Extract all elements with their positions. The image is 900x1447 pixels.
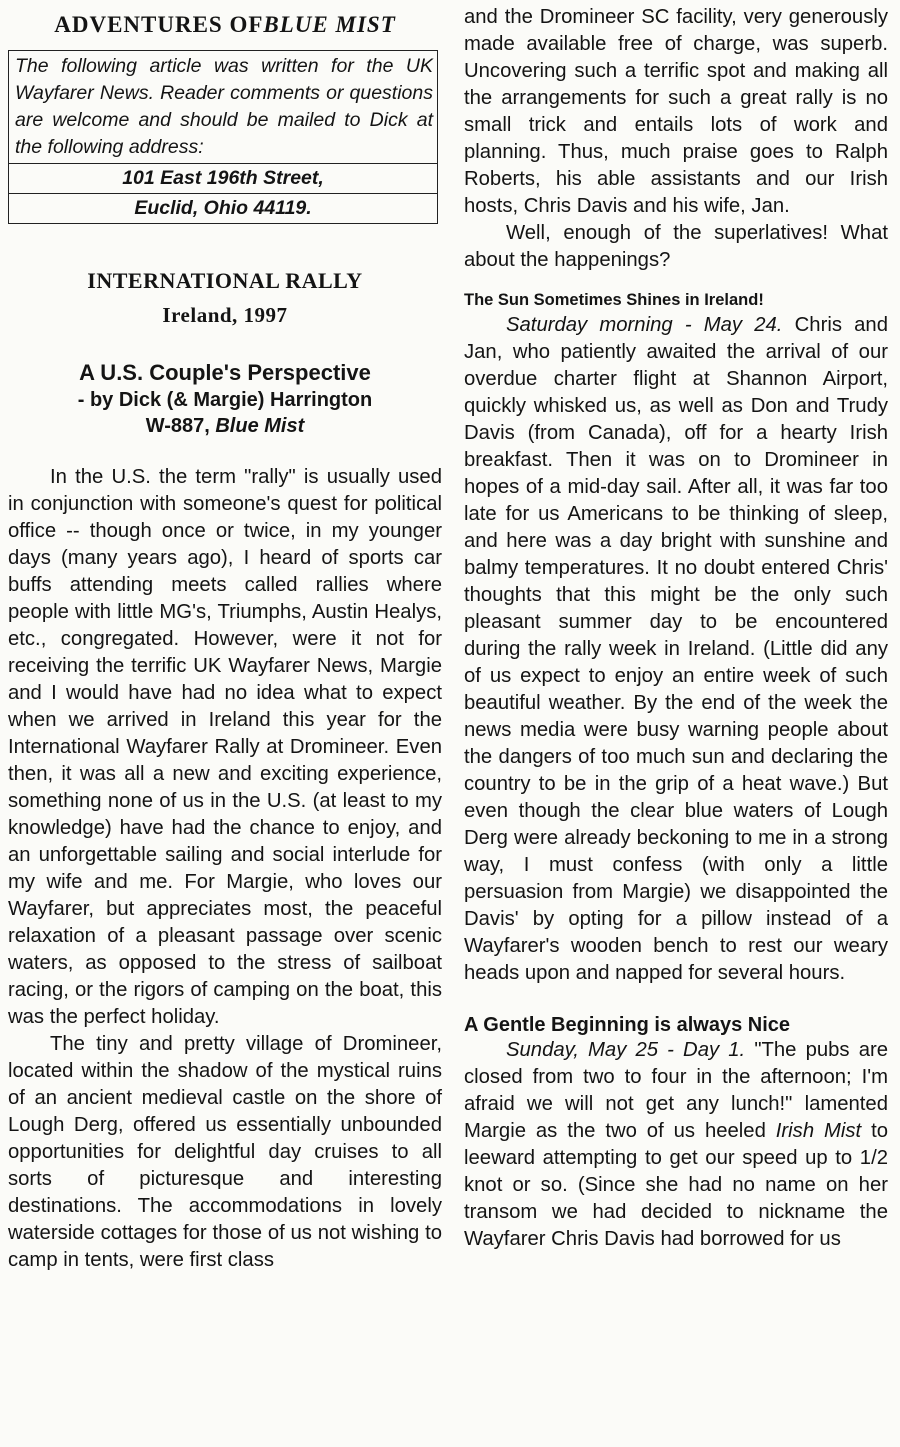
column-title bbox=[8, 10, 442, 40]
title-italic: BLUE MIST bbox=[263, 12, 396, 37]
paragraph: The tiny and pretty village of Dromineer, located within the shadow of the mystical ruins of an ancient medieval castle on the shore of Lough Derg, offered us essentially unbounded opportunities for delightful day cruises to all sorts of picturesque and interesting destinations. The accommodations in lovely waterside cottages for those of us not wishing to camp in tents, were first class bbox=[8, 1033, 442, 1271]
rally-subtitle: Ireland, 1997 bbox=[162, 303, 288, 327]
section-heading: A Gentle Beginning is always Nice bbox=[464, 1014, 791, 1036]
article-title: A U.S. Couple's Perspective bbox=[79, 360, 371, 385]
right-column bbox=[464, 0, 888, 1253]
boat-name: Irish Mist bbox=[775, 1120, 862, 1142]
paragraph bbox=[464, 1037, 888, 1253]
boat-line bbox=[8, 413, 442, 440]
rally-title: INTERNATIONAL RALLY bbox=[87, 268, 363, 293]
section-lead: Sunday, May 25 - Day 1. bbox=[506, 1039, 746, 1061]
section-lead: Saturday morning - May 24. bbox=[506, 314, 783, 336]
paragraph bbox=[464, 312, 888, 987]
address-line-city: Euclid, Ohio 44119. bbox=[9, 193, 437, 223]
address-line-street: 101 East 196th Street, bbox=[9, 163, 437, 193]
article-heading bbox=[8, 358, 442, 440]
title-prefix: ADVENTURES OF bbox=[54, 12, 264, 37]
boat-name: Blue Mist bbox=[215, 415, 305, 437]
article-byline: - by Dick (& Margie) Harrington bbox=[77, 389, 373, 411]
note-text: The following article was written for the UK Wayfarer News. Reader comments or questions are welcome and should be mailed to Dick at the following address: bbox=[15, 55, 433, 158]
section-text: to leeward attempting to get our speed up to 1/2 knot or so. (Since she had no name on her transom we had decided to nickname the Wayfarer Chris Davis had borrowed for us bbox=[464, 1120, 889, 1250]
note-box bbox=[8, 50, 438, 224]
left-column bbox=[8, 0, 442, 1274]
section-text: Chris and Jan, who patiently awaited the arrival of our overdue charter flight at Shannon Airport, quickly whisked us, as well as Don and Trudy Davis (from Canada), off for a hearty Irish breakfast. Then it was on to Dromineer in hopes of a mid-day sail. After all, it was far too late for us Americans to be thinking of sleep, and here was a day bright with sunshine and balmy temperatures. It no doubt entered Chris' thoughts that this might be the only such pleasant summer day to be encountered during the rally week in Ireland. (Little did any of us expect to enjoy an entire week of such beautiful weather. By the end of the week the news media were busy warning people about the dangers of too much sun and declaring the country to be in the grip of a heat wave.) But even though the clear blue waters of Lough Derg were already beckoning to me in a strong way, I must confess (with only a little persuasion from Margie) we disappointed the Davis' by opting for a pillow instead of a Wayfarer's wooden bench to rest our weary heads upon and napped for several hours. bbox=[464, 314, 888, 984]
section-heading: The Sun Sometimes Shines in Ireland! bbox=[464, 291, 764, 309]
section-text: "The pubs are closed from two to four in the afternoon; I'm afraid we will not get any lunch!" lamented Margie as the two of us heeled bbox=[464, 1039, 889, 1142]
paragraph: and the Dromineer SC facility, very generously made available free of charge, was superb. Uncovering such a terrific spot and making all the arrangements for such a great rally is no small trick and entails lots of work and planning. Thus, much praise goes to Ralph Roberts, his able assistants and our Irish hosts, Chris Davis and his wife, Jan. bbox=[464, 6, 888, 217]
paragraph: Well, enough of the superlatives! What about the happenings? bbox=[464, 222, 888, 271]
paragraph: In the U.S. the term "rally" is usually used in conjunction with someone's quest for political office -- though once or twice, in my younger days (many years ago), I heard of sports car buffs attending meets called rallies where people with little MG's, Triumphs, Austin Healys, etc., congregated. However, were it not for receiving the terrific UK Wayfarer News, Margie and I would have had no idea what to expect when we arrived in Ireland this year for the International Wayfarer Rally at Dromineer. Even then, it was all a new and exciting experience, something none of us in the U.S. (at least to my knowledge) have had the chance to enjoy, and an unforgettable sailing and social interlude for my wife and me. For Margie, who loves our Wayfarer, but appreciates most, the peaceful relaxation of a pleasant passage over scenic waters, as opposed to the stress of sailboat racing, or the rigors of camping on the boat, this was the perfect holiday. bbox=[8, 466, 442, 1028]
boat-number: W-887, bbox=[145, 415, 210, 437]
